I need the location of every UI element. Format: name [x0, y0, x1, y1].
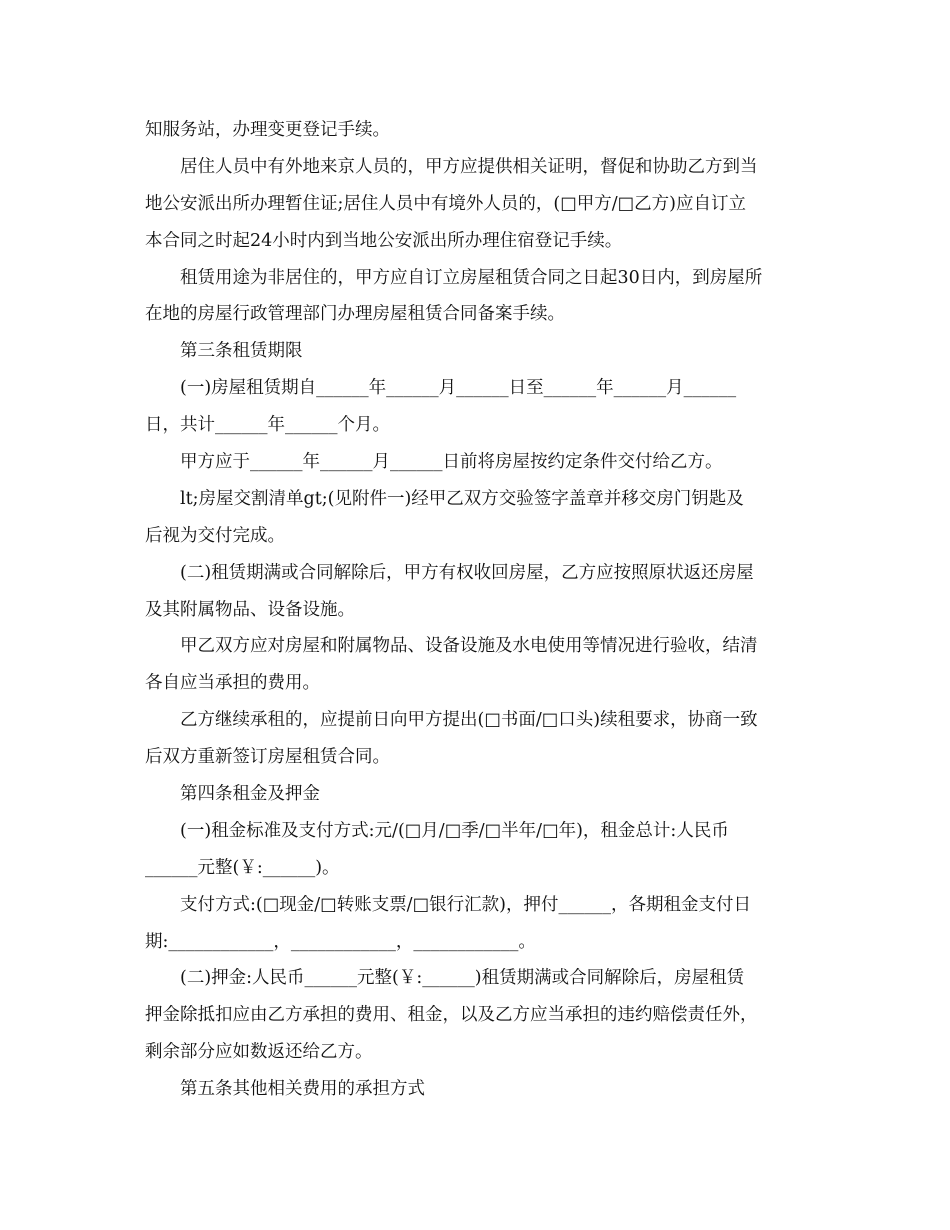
text-line: 剩余部分应如数返还给乙方。	[145, 1042, 373, 1063]
text-line: 后视为交付完成。	[145, 525, 285, 546]
text-line: 后双方重新签订房屋租赁合同。	[145, 747, 390, 768]
text-line: lt;房屋交割清单gt;(见附件一)经甲乙双方交验签字盖章并移交房门钥匙及	[180, 488, 744, 509]
text-line: 支付方式:(□现金/□转账支票/□银行汇款)，押付______，各期租金支付日	[180, 894, 751, 915]
section-heading: 第五条其他相关费用的承担方式	[180, 1079, 425, 1100]
text-line: 日，共计______年______个月。	[145, 415, 390, 436]
text-line: 地公安派出所办理暂住证;居住人员中有境外人员的，(□甲方/□乙方)应自订立	[145, 193, 747, 214]
document-body	[145, 112, 810, 1108]
text-line: 押金除抵扣应由乙方承担的费用、租金，以及乙方应当承担的违约赔偿责任外，	[145, 1005, 758, 1026]
text-line: 甲方应于______年______月______日前将房屋按约定条件交付给乙方。	[180, 452, 723, 473]
text-line: 居住人员中有外地来京人员的，甲方应提供相关证明，督促和协助乙方到当	[180, 156, 758, 177]
text-line: 甲乙双方应对房屋和附属物品、设备设施及水电使用等情况进行验收，结清	[180, 636, 758, 657]
text-line: 期:____________，____________，____________。	[145, 931, 536, 952]
text-line: (一)房屋租赁期自______年______月______日至______年______月______	[180, 378, 737, 399]
text-line: 租赁用途为非居住的，甲方应自订立房屋租赁合同之日起30日内，到房屋所	[180, 267, 763, 288]
text-line: (二)租赁期满或合同解除后，甲方有权收回房屋，乙方应按照原状返还房屋	[180, 562, 754, 583]
text-line: 各自应当承担的费用。	[145, 673, 320, 694]
text-line: 在地的房屋行政管理部门办理房屋租赁合同备案手续。	[145, 304, 565, 325]
text-line: 本合同之时起24小时内到当地公安派出所办理住宿登记手续。	[145, 230, 623, 251]
text-line: (一)租金标准及支付方式:元/(□月/□季/□半年/□年)，租金总计:人民币	[180, 820, 729, 841]
text-line: 知服务站，办理变更登记手续。	[145, 120, 390, 140]
text-line: ______元整(￥:______)。	[145, 857, 340, 878]
text-line: (二)押金:人民币______元整(￥:______)租赁期满或合同解除后，房屋租赁	[180, 968, 745, 989]
text-line: 乙方继续承租的，应提前日向甲方提出(□书面/□口头)续租要求，协商一致	[180, 710, 758, 731]
section-heading: 第三条租赁期限	[180, 341, 303, 362]
section-heading: 第四条租金及押金	[180, 784, 320, 805]
text-line: 及其附属物品、设备设施。	[145, 599, 355, 620]
